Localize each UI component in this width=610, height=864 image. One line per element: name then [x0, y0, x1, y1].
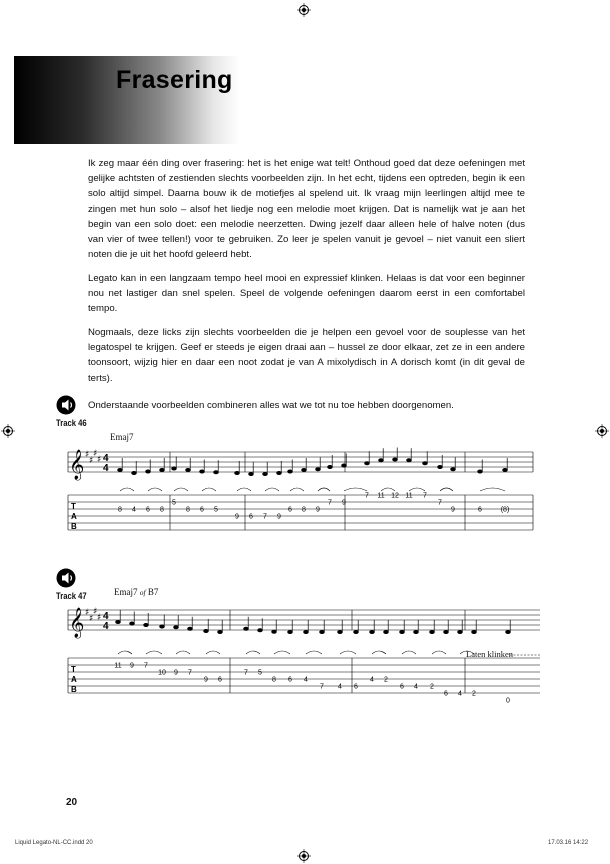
tab-fret-number: 6 [288, 506, 292, 514]
tab-fret-number: 6 [354, 683, 358, 691]
tab-staff [68, 658, 540, 693]
notehead [272, 630, 277, 633]
notehead [288, 470, 293, 473]
svg-text:♯: ♯ [93, 607, 98, 617]
tab-fret-number: 12 [391, 492, 399, 500]
speaker-icon[interactable] [56, 395, 80, 415]
notehead [423, 462, 428, 465]
tab-slur [176, 651, 190, 654]
tab-fret-number: 9 [342, 499, 346, 507]
svg-text:♯: ♯ [97, 455, 102, 465]
chord-of: of [139, 588, 146, 597]
tab-fret-number: 11 [405, 492, 413, 500]
tab-fret-number: 6 [288, 676, 292, 684]
notehead [430, 630, 435, 633]
notehead [304, 630, 309, 633]
tab-slur [120, 488, 134, 491]
speaker-icon[interactable] [56, 568, 80, 588]
chord-main: Emaj7 [114, 587, 138, 597]
notehead [258, 629, 263, 632]
tab-fret-number: 10 [158, 669, 166, 677]
notehead [160, 625, 165, 628]
track-label-46: Track 46 [56, 418, 87, 428]
tab-fret-number: 7 [423, 492, 427, 500]
chord-symbol: Emaj7 [110, 432, 134, 442]
tab-fret-number: 8 [118, 506, 122, 514]
svg-text:♯: ♯ [97, 613, 102, 623]
tab-fret-number: 9 [316, 506, 320, 514]
track-label-47: Track 47 [56, 591, 87, 601]
tab-slur [432, 651, 446, 654]
notehead [316, 468, 321, 471]
tab-slur [318, 488, 330, 491]
tab-fret-number: 6 [478, 506, 482, 514]
notehead [506, 630, 511, 633]
time-signature-bottom: 4 [103, 463, 109, 474]
staff [68, 610, 540, 630]
tab-fret-number: 7 [365, 492, 369, 500]
notehead [200, 470, 205, 473]
tab-fret-number: 9 [451, 506, 455, 514]
tab-fret-number: 6 [249, 513, 253, 521]
tab-slur [306, 651, 322, 654]
notehead [379, 459, 384, 462]
page-number: 20 [66, 797, 78, 808]
tab-slur [174, 488, 188, 491]
svg-text:♯: ♯ [89, 614, 94, 624]
tab-fret-number: 8 [302, 506, 306, 514]
tab-clef-t: T [71, 502, 76, 511]
notehead [174, 626, 179, 629]
tab-slur [265, 488, 279, 491]
tab-fret-number: 2 [430, 683, 434, 691]
svg-text:♯: ♯ [85, 450, 90, 460]
page-title: Frasering [116, 66, 233, 94]
tab-slur [246, 651, 260, 654]
notehead [472, 630, 477, 633]
notehead [414, 630, 419, 633]
notehead [400, 630, 405, 633]
tab-fret-number: 9 [277, 513, 281, 521]
notehead [204, 629, 209, 632]
registration-mark-icon [595, 424, 609, 438]
tab-clef-a: A [71, 675, 77, 684]
tab-slur [290, 488, 304, 491]
tab-fret-number: 7 [328, 499, 332, 507]
tab-fret-number: 4 [304, 676, 308, 684]
tab-slur [372, 651, 386, 654]
tab-fret-number: 7 [320, 683, 324, 691]
tab-slur [274, 651, 290, 654]
tab-fret-number: (8) [500, 506, 510, 514]
notehead [218, 630, 223, 633]
tab-numbers [114, 663, 510, 705]
registration-mark-icon [297, 3, 311, 17]
time-signature-top: 4 [103, 611, 109, 622]
tab-slur [440, 488, 453, 491]
notehead [118, 468, 123, 471]
notehead [188, 627, 193, 630]
tab-fret-number: 6 [200, 506, 204, 514]
tab-fret-number: 9 [130, 662, 134, 670]
tab-fret-number: 11 [114, 662, 122, 670]
notehead [393, 458, 398, 461]
notehead [302, 468, 307, 471]
tab-clef-b: B [71, 522, 77, 531]
tab-clef-t: T [71, 665, 76, 674]
tab-fret-number: 2 [384, 676, 388, 684]
svg-text:♯: ♯ [93, 449, 98, 459]
tab-fret-number: 4 [370, 676, 374, 684]
tab-fret-number: 6 [146, 506, 150, 514]
notehead [370, 630, 375, 633]
tab-fret-number: 7 [438, 499, 442, 507]
footer-file: Liquid Legato-NL-CC.indd 20 [15, 840, 93, 846]
tab-slur [206, 651, 220, 654]
notehead [384, 630, 389, 633]
tab-fret-number: 8 [272, 676, 276, 684]
tab-fret-number: 11 [377, 492, 385, 500]
tab-slur [148, 488, 162, 491]
chord-alt: B7 [147, 587, 159, 597]
notehead [249, 472, 254, 475]
notehead [130, 622, 135, 625]
notehead [478, 470, 483, 473]
tab-fret-number: 4 [338, 683, 342, 691]
paragraph-legato-tempo: Legato kan in een langzaam tempo heel mooi en expressief klinken. Helaas is dat voor een beginner nou net lastiger dan snel spelen. Speel de volgende oefeningen daarom eerst in een comfortabel tempo. [88, 273, 525, 315]
key-signature [85, 449, 101, 466]
notehead [186, 468, 191, 471]
notehead [365, 462, 370, 465]
tab-fret-number: 8 [160, 506, 164, 514]
staff [68, 452, 533, 472]
treble-clef: 𝄞 [69, 608, 85, 638]
tab-fret-number: 4 [414, 683, 418, 691]
tab-fret-number: 6 [218, 676, 222, 684]
notehead [160, 468, 165, 471]
tab-fret-number: 8 [186, 506, 190, 514]
notehead [503, 468, 508, 471]
tab-fret-number: 9 [235, 513, 239, 521]
tab-fret-number: 4 [132, 506, 136, 514]
registration-mark-icon [297, 849, 311, 863]
tab-fret-number: 2 [472, 690, 476, 698]
tab-slur [118, 651, 132, 654]
tab-fret-number: 9 [174, 669, 178, 677]
tab-fret-number: 6 [444, 690, 448, 698]
notehead [342, 464, 347, 467]
music-example-46 [60, 440, 540, 540]
tab-slur [340, 651, 356, 654]
tab-slur [146, 651, 162, 654]
notehead [277, 471, 282, 474]
notehead [144, 623, 149, 626]
notehead [172, 467, 177, 470]
tab-fret-number: 5 [214, 506, 218, 514]
tab-slur [202, 488, 216, 491]
time-signature-top: 4 [103, 453, 109, 464]
tab-fret-number: 4 [458, 690, 462, 698]
tab-slur [381, 488, 395, 491]
tab-fret-number: 5 [172, 499, 176, 507]
slurs [118, 651, 474, 654]
notehead [288, 630, 293, 633]
tab-slur [237, 488, 251, 491]
paragraph-licks: Nogmaals, deze licks zijn slechts voorbeelden die je helpen een gevoel voor de souplesse van het legatospel te krijgen. Geef er steeds je eigen draai aan – hussel ze door elkaar, zet ze in een andere toonsoort, wijzig hier en daar een noot zodat je van A mixolydisch in A dorisch komt (in dit geval de terts). [88, 327, 525, 384]
notehead [146, 470, 151, 473]
tab-fret-number: 6 [400, 683, 404, 691]
tab-fret-number: 7 [244, 669, 248, 677]
svg-text:♯: ♯ [85, 608, 90, 618]
svg-text:♯: ♯ [89, 456, 94, 466]
tab-fret-number: 7 [188, 669, 192, 677]
notehead [458, 630, 463, 633]
slurs [120, 488, 505, 491]
tab-clef-b: B [71, 685, 77, 694]
notehead [244, 627, 249, 630]
notehead [444, 630, 449, 633]
tab-clef-a: A [71, 512, 77, 521]
tab-fret-number: 7 [144, 662, 148, 670]
tab-fret-number: 9 [204, 676, 208, 684]
notehead [320, 630, 325, 633]
tab-slur [402, 651, 416, 654]
notehead [263, 472, 268, 475]
let-ring-annotation: Laten klinken [466, 649, 513, 659]
tab-fret-number: 7 [263, 513, 267, 521]
notehead [338, 630, 343, 633]
notehead [354, 630, 359, 633]
tab-slur [480, 488, 505, 491]
time-signature-bottom: 4 [103, 621, 109, 632]
notehead [328, 465, 333, 468]
notehead [132, 471, 137, 474]
registration-mark-icon [1, 424, 15, 438]
key-signature [85, 607, 101, 624]
tab-fret-number: 0 [506, 697, 510, 705]
paragraph-frasering: Ik zeg maar één ding over frasering: het is het enige wat telt! Onthoud goed dat deze oefeningen met gelijke achtsten of zestienden slechts voorbeelden zijn. In het echt, tijdens een optreden, begin ik een solo altijd simpel. Daarna bouw ik de motiefjes al spelend uit. Ik vraag mijn leerlingen altijd mee te zingen met hun solo – alsof het liedje nog een melodie moet krijgen. Dat is namelijk wat je aan het begin van een solo doet: een melodie neerzetten. Dwing jezelf daar alleen hele of halve noten (dus van vier of twee tellen!) voor te gebruiken. Zo leer je spelen vanuit je gevoel – niet vanuit een sliert noten die je uit het hoofd geleerd hebt. [88, 158, 525, 261]
tab-staff [68, 492, 533, 530]
notehead [235, 471, 240, 474]
notehead [214, 471, 219, 474]
intro-line: Onderstaande voorbeelden combineren alles wat we tot nu toe hebben doorgenomen. [88, 400, 454, 411]
tab-slur [409, 488, 425, 491]
notehead [438, 465, 443, 468]
tab-slur [344, 488, 367, 491]
notehead [407, 459, 412, 462]
notehead [116, 620, 121, 623]
treble-clef: 𝄞 [69, 450, 85, 480]
tab-fret-number: 5 [258, 669, 262, 677]
footer-date: 17.03.16 14:22 [548, 840, 589, 846]
notehead [451, 468, 456, 471]
